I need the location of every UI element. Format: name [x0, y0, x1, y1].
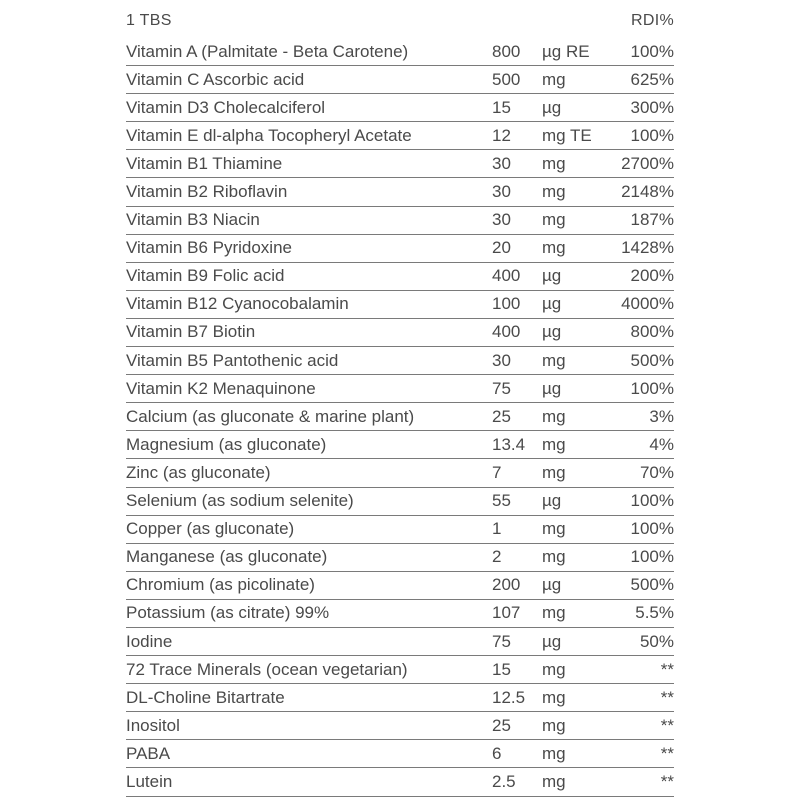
nutrient-amount: 15: [492, 656, 540, 684]
serving-size-label: 1 TBS: [126, 12, 172, 29]
nutrient-name: Vitamin B12 Cyanocobalamin: [126, 290, 492, 318]
nutrient-rdi: 625%: [604, 66, 674, 94]
table-row: [126, 543, 674, 571]
table-row: [126, 459, 674, 487]
table-row: [126, 150, 674, 178]
nutrient-rdi: **: [604, 712, 674, 740]
nutrition-panel: [126, 12, 674, 797]
nutrient-name: Manganese (as gluconate): [126, 543, 492, 571]
nutrient-table: [126, 38, 674, 797]
table-row: [126, 262, 674, 290]
nutrient-amount: 75: [492, 375, 540, 403]
nutrient-name: Vitamin B2 Riboflavin: [126, 178, 492, 206]
table-row: [126, 234, 674, 262]
nutrient-unit: mg: [540, 599, 604, 627]
nutrient-rdi: **: [604, 768, 674, 796]
table-row: [126, 178, 674, 206]
table-row: [126, 347, 674, 375]
nutrient-rows: [126, 38, 674, 796]
nutrient-amount: 25: [492, 712, 540, 740]
nutrient-amount: 107: [492, 599, 540, 627]
nutrient-name: Selenium (as sodium selenite): [126, 487, 492, 515]
nutrient-name: 72 Trace Minerals (ocean vegetarian): [126, 656, 492, 684]
nutrient-amount: 100: [492, 290, 540, 318]
nutrient-unit: mg: [540, 431, 604, 459]
nutrient-name: Chromium (as picolinate): [126, 571, 492, 599]
nutrient-rdi: 300%: [604, 94, 674, 122]
nutrient-name: Iodine: [126, 627, 492, 655]
nutrient-amount: 6: [492, 740, 540, 768]
nutrient-unit: mg: [540, 403, 604, 431]
table-row: [126, 515, 674, 543]
nutrient-unit: mg: [540, 740, 604, 768]
nutrient-rdi: 100%: [604, 487, 674, 515]
nutrient-unit: mg: [540, 459, 604, 487]
table-row: [126, 94, 674, 122]
nutrient-rdi: 100%: [604, 38, 674, 66]
nutrient-unit: mg: [540, 515, 604, 543]
nutrient-unit: µg: [540, 318, 604, 346]
nutrient-unit: µg: [540, 290, 604, 318]
nutrient-amount: 25: [492, 403, 540, 431]
table-row: [126, 487, 674, 515]
nutrient-unit: mg: [540, 768, 604, 796]
nutrient-rdi: 500%: [604, 571, 674, 599]
table-row: [126, 768, 674, 796]
nutrient-amount: 2.5: [492, 768, 540, 796]
nutrient-name: Vitamin C Ascorbic acid: [126, 66, 492, 94]
table-header: [126, 12, 674, 38]
nutrient-amount: 400: [492, 318, 540, 346]
nutrient-rdi: 100%: [604, 122, 674, 150]
nutrient-amount: 13.4: [492, 431, 540, 459]
nutrient-amount: 15: [492, 94, 540, 122]
table-row: [126, 627, 674, 655]
nutrient-name: Vitamin B1 Thiamine: [126, 150, 492, 178]
nutrient-unit: mg: [540, 543, 604, 571]
nutrient-name: Vitamin B5 Pantothenic acid: [126, 347, 492, 375]
nutrient-name: Lutein: [126, 768, 492, 796]
table-row: [126, 403, 674, 431]
nutrient-name: Vitamin K2 Menaquinone: [126, 375, 492, 403]
nutrient-unit: mg TE: [540, 122, 604, 150]
nutrient-rdi: **: [604, 656, 674, 684]
nutrient-rdi: 2148%: [604, 178, 674, 206]
nutrient-unit: µg: [540, 375, 604, 403]
rdi-column-header: RDI%: [631, 12, 674, 29]
nutrient-amount: 2: [492, 543, 540, 571]
nutrient-unit: mg: [540, 656, 604, 684]
table-row: [126, 656, 674, 684]
nutrient-unit: µg: [540, 262, 604, 290]
table-row: [126, 66, 674, 94]
nutrient-rdi: 2700%: [604, 150, 674, 178]
nutrient-amount: 12: [492, 122, 540, 150]
nutrient-unit: µg: [540, 94, 604, 122]
nutrient-name: Inositol: [126, 712, 492, 740]
nutrient-unit: µg RE: [540, 38, 604, 66]
nutrient-name: Vitamin B9 Folic acid: [126, 262, 492, 290]
nutrient-amount: 30: [492, 178, 540, 206]
nutrient-name: Vitamin B6 Pyridoxine: [126, 234, 492, 262]
nutrient-rdi: 100%: [604, 515, 674, 543]
nutrient-amount: 30: [492, 150, 540, 178]
table-row: [126, 38, 674, 66]
table-row: [126, 122, 674, 150]
nutrient-amount: 800: [492, 38, 540, 66]
nutrient-rdi: 70%: [604, 459, 674, 487]
table-row: [126, 712, 674, 740]
nutrient-rdi: **: [604, 684, 674, 712]
nutrient-rdi: 800%: [604, 318, 674, 346]
nutrient-name: Calcium (as gluconate & marine plant): [126, 403, 492, 431]
nutrient-rdi: 200%: [604, 262, 674, 290]
table-row: [126, 290, 674, 318]
nutrient-unit: mg: [540, 712, 604, 740]
table-row: [126, 318, 674, 346]
nutrient-rdi: 4%: [604, 431, 674, 459]
nutrient-name: Copper (as gluconate): [126, 515, 492, 543]
nutrient-amount: 30: [492, 206, 540, 234]
nutrient-rdi: 3%: [604, 403, 674, 431]
table-row: [126, 571, 674, 599]
nutrient-name: Potassium (as citrate) 99%: [126, 599, 492, 627]
nutrient-unit: mg: [540, 66, 604, 94]
nutrient-name: Vitamin B7 Biotin: [126, 318, 492, 346]
nutrient-rdi: 5.5%: [604, 599, 674, 627]
nutrient-name: Zinc (as gluconate): [126, 459, 492, 487]
nutrient-name: Vitamin B3 Niacin: [126, 206, 492, 234]
nutrient-amount: 400: [492, 262, 540, 290]
table-row: [126, 375, 674, 403]
nutrient-unit: mg: [540, 150, 604, 178]
nutrient-rdi: 50%: [604, 627, 674, 655]
nutrient-unit: µg: [540, 487, 604, 515]
nutrient-unit: µg: [540, 571, 604, 599]
nutrient-amount: 75: [492, 627, 540, 655]
nutrient-amount: 500: [492, 66, 540, 94]
nutrient-rdi: **: [604, 740, 674, 768]
nutrient-name: Vitamin E dl-alpha Tocopheryl Acetate: [126, 122, 492, 150]
nutrient-amount: 30: [492, 347, 540, 375]
nutrient-amount: 12.5: [492, 684, 540, 712]
nutrient-amount: 55: [492, 487, 540, 515]
nutrient-name: DL-Choline Bitartrate: [126, 684, 492, 712]
nutrient-amount: 7: [492, 459, 540, 487]
nutrient-name: Vitamin D3 Cholecalciferol: [126, 94, 492, 122]
nutrient-unit: mg: [540, 206, 604, 234]
table-row: [126, 740, 674, 768]
table-row: [126, 599, 674, 627]
nutrient-rdi: 100%: [604, 543, 674, 571]
nutrient-rdi: 1428%: [604, 234, 674, 262]
table-row: [126, 431, 674, 459]
nutrient-rdi: 187%: [604, 206, 674, 234]
nutrient-name: Vitamin A (Palmitate - Beta Carotene): [126, 38, 492, 66]
nutrient-amount: 1: [492, 515, 540, 543]
nutrient-unit: mg: [540, 234, 604, 262]
nutrient-rdi: 500%: [604, 347, 674, 375]
nutrient-amount: 200: [492, 571, 540, 599]
nutrient-rdi: 4000%: [604, 290, 674, 318]
nutrient-unit: mg: [540, 684, 604, 712]
nutrient-name: PABA: [126, 740, 492, 768]
nutrient-unit: µg: [540, 627, 604, 655]
table-row: [126, 684, 674, 712]
nutrient-unit: mg: [540, 178, 604, 206]
nutrient-amount: 20: [492, 234, 540, 262]
nutrient-rdi: 100%: [604, 375, 674, 403]
table-row: [126, 206, 674, 234]
nutrient-name: Magnesium (as gluconate): [126, 431, 492, 459]
nutrient-unit: mg: [540, 347, 604, 375]
